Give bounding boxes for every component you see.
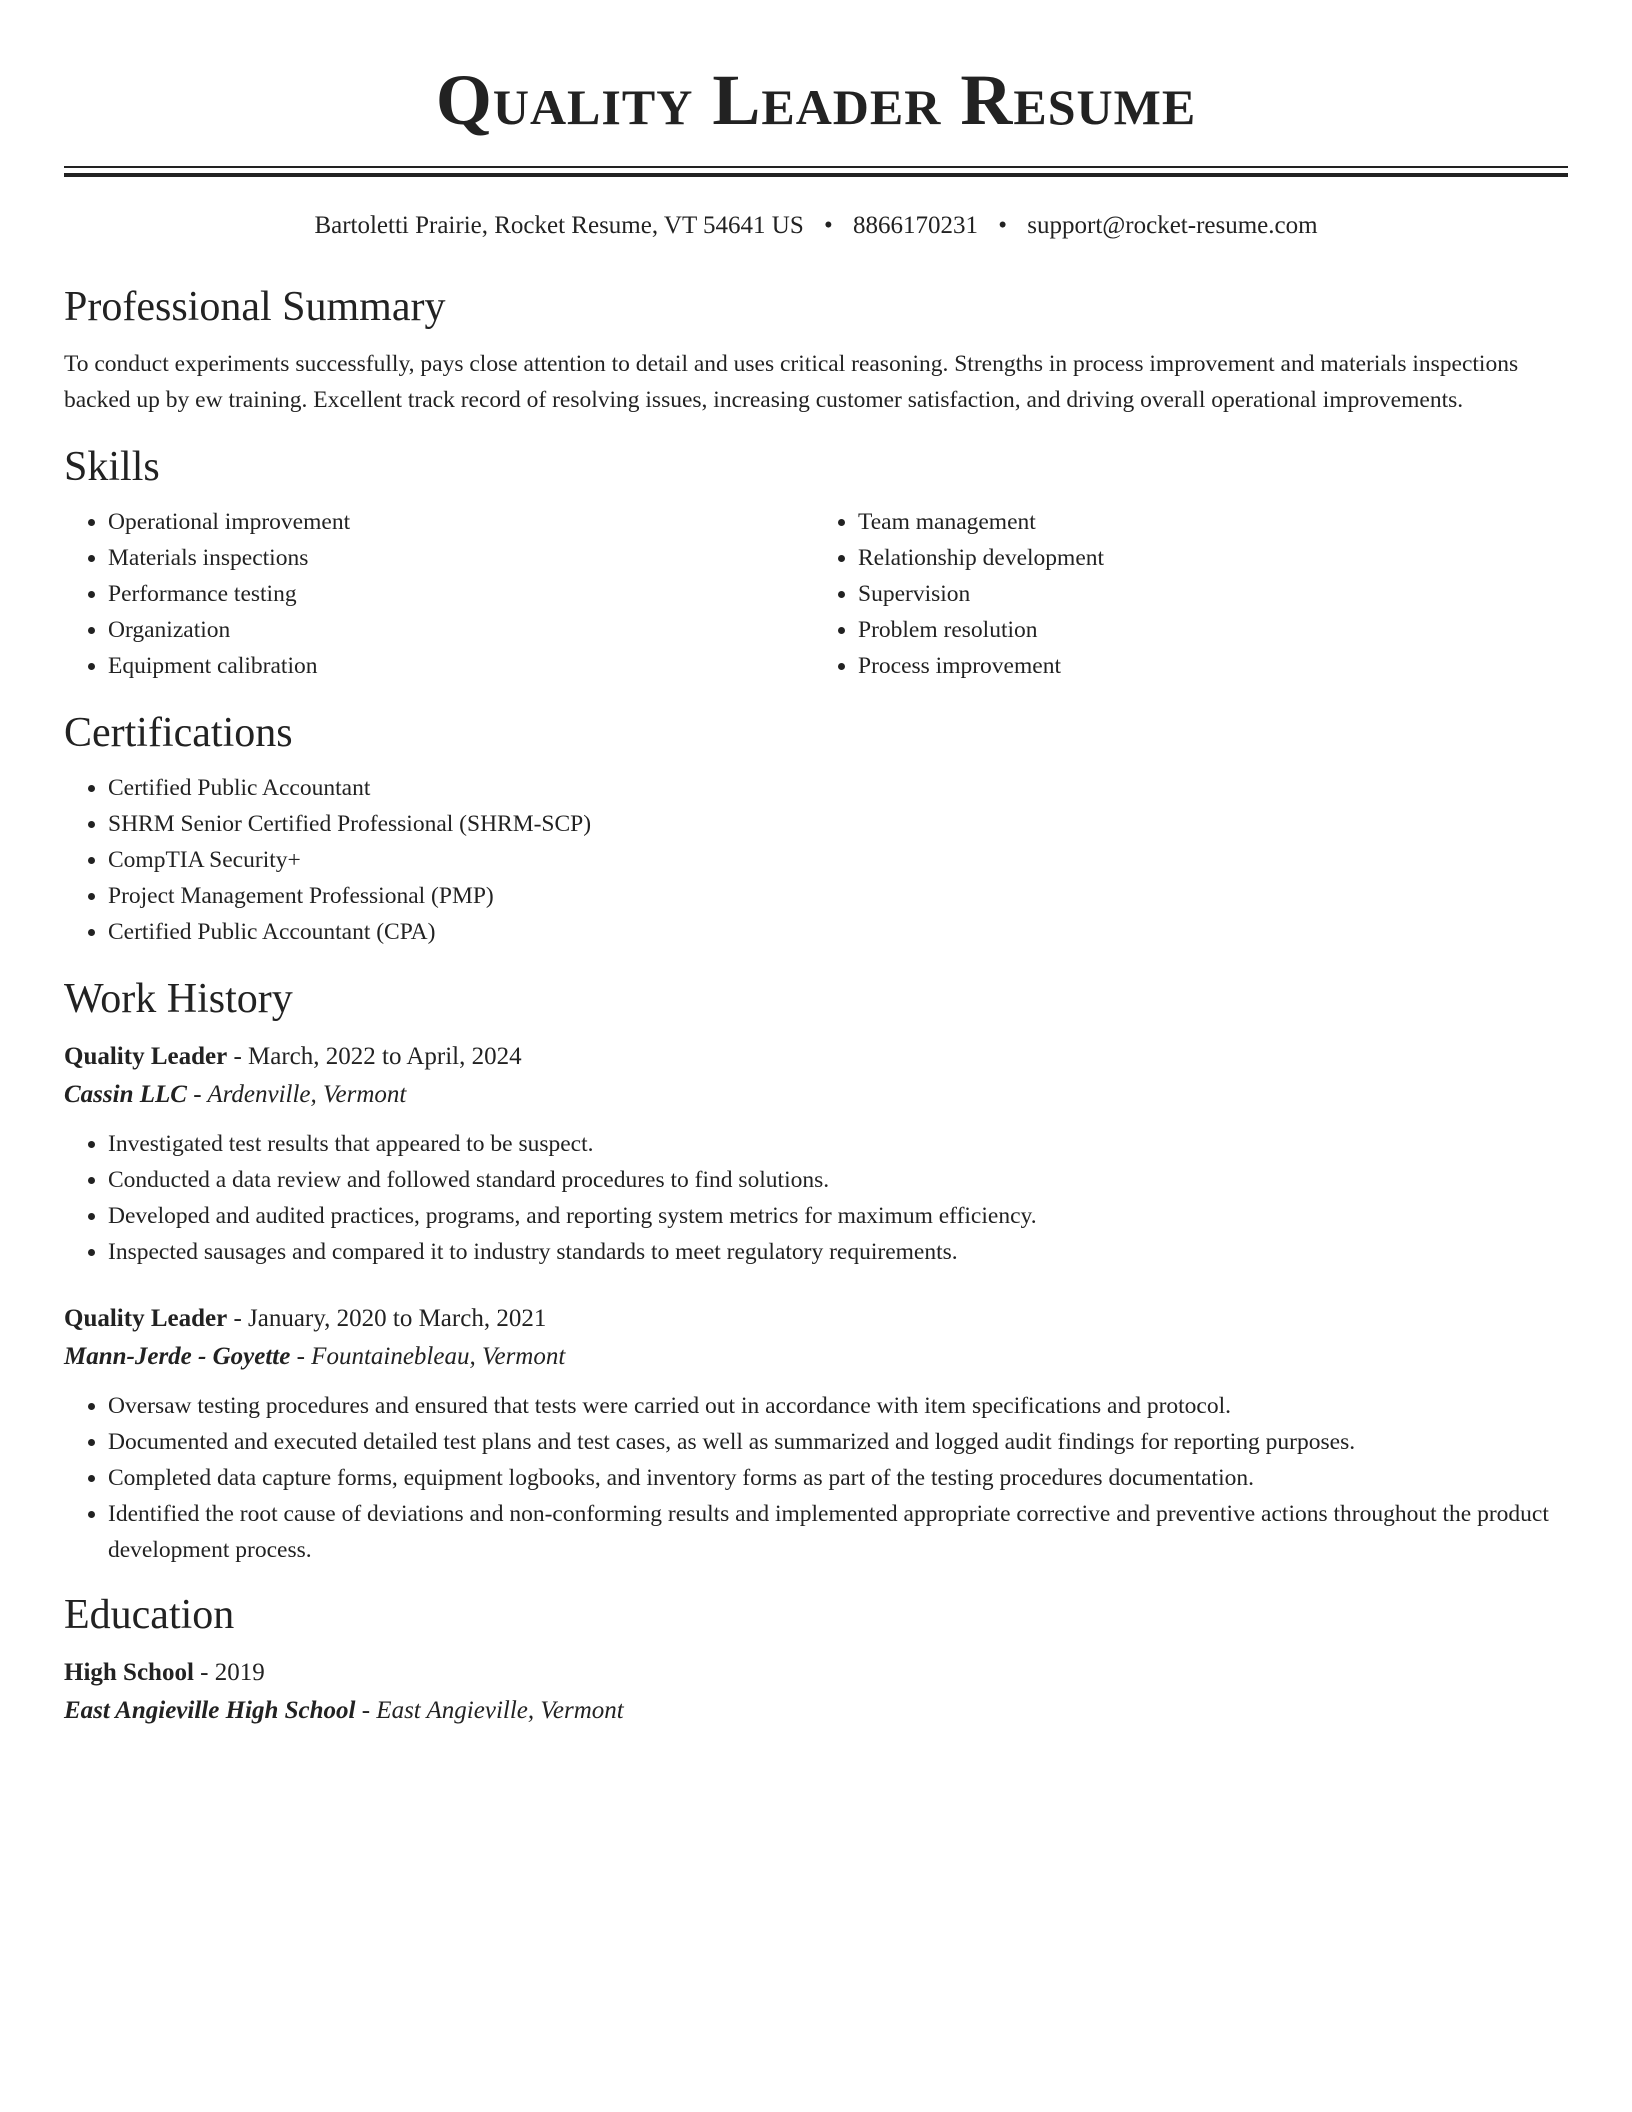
employer-name: Mann-Jerde - Goyette [64, 1343, 291, 1370]
title-divider [64, 166, 1568, 177]
certification-item: • SHRM Senior Certified Professional (SHRM-SCP) [108, 806, 1568, 842]
certification-item: • CompTIA Security+ [108, 842, 1568, 878]
skill-item: • Materials inspections [108, 540, 818, 576]
job-dates: - March, 2022 to April, 2024 [227, 1043, 522, 1070]
job-dates: - January, 2020 to March, 2021 [227, 1305, 547, 1332]
skill-item: • Operational improvement [108, 504, 818, 540]
job-title-line [64, 1038, 1568, 1076]
education-heading: Education [64, 1592, 235, 1638]
skill-item: • Relationship development [858, 540, 1568, 576]
education-entry [64, 1654, 1568, 1730]
skill-item: • Problem resolution [858, 612, 1568, 648]
skills-list [64, 504, 1568, 684]
skill-item: • Supervision [858, 576, 1568, 612]
skills-heading: Skills [64, 444, 160, 490]
certification-item: • Certified Public Accountant [108, 770, 1568, 806]
contact-line [64, 210, 1568, 242]
employer-line [64, 1076, 1568, 1114]
school-location: - East Angieville, Vermont [355, 1697, 624, 1724]
graduation-year: - 2019 [193, 1659, 265, 1686]
school-name: East Angieville High School [64, 1697, 356, 1724]
summary-heading: Professional Summary [64, 284, 446, 330]
responsibility-item: • Conducted a data review and followed standard procedures to find solutions. [108, 1162, 1568, 1198]
job-responsibilities [64, 1126, 1568, 1270]
page-title: Quality Leader Resume [435, 60, 1197, 140]
job-entry [64, 1038, 1568, 1270]
job-title: Quality Leader [64, 1305, 228, 1332]
responsibility-item: • Investigated test results that appeared to be suspect. [108, 1126, 1568, 1162]
skill-item: • Equipment calibration [108, 648, 818, 684]
school-line [64, 1692, 1568, 1730]
work-history-heading: Work History [64, 976, 293, 1022]
responsibility-item: • Oversaw testing procedures and ensured that tests were carried out in accordance with item specifications and protocol. [108, 1388, 1568, 1424]
separator-dot: • [823, 212, 833, 239]
contact-address: Bartoletti Prairie, Rocket Resume, VT 54641 US [314, 212, 804, 239]
skills-column-right [818, 504, 1568, 684]
certifications-heading: Certifications [64, 710, 293, 756]
certification-item: • Project Management Professional (PMP) [108, 878, 1568, 914]
employer-location: - Fountainebleau, Vermont [290, 1343, 566, 1370]
employer-name: Cassin LLC [64, 1081, 187, 1108]
contact-email: support@rocket-resume.com [1027, 212, 1318, 239]
contact-phone: 8866170231 [853, 212, 978, 239]
employer-line [64, 1338, 1568, 1376]
job-title-line [64, 1300, 1568, 1338]
responsibility-item: • Identified the root cause of deviations and non-conforming results and implemented appropriate corrective and preventive actions throughout the product development process. [108, 1496, 1568, 1568]
skill-item: • Performance testing [108, 576, 818, 612]
responsibility-item: • Inspected sausages and compared it to industry standards to meet regulatory requirements. [108, 1234, 1568, 1270]
degree-line [64, 1654, 1568, 1692]
job-entry [64, 1300, 1568, 1568]
skill-item: • Organization [108, 612, 818, 648]
employer-location: - Ardenville, Vermont [186, 1081, 407, 1108]
certification-item: • Certified Public Accountant (CPA) [108, 914, 1568, 950]
degree: High School [64, 1659, 194, 1686]
summary-text: To conduct experiments successfully, pays close attention to detail and uses critical reasoning. Strengths in process improvement and materials inspections backed up by ew training. Excellent track record of resolving issues, increasing customer satisfaction, and driving overall operational improvements. [64, 351, 1519, 413]
skill-item: • Process improvement [858, 648, 1568, 684]
responsibility-item: • Developed and audited practices, programs, and reporting system metrics for maximum efficiency. [108, 1198, 1568, 1234]
responsibility-item: • Documented and executed detailed test plans and test cases, as well as summarized and logged audit findings for reporting purposes. [108, 1424, 1568, 1460]
skill-item: • Team management [858, 504, 1568, 540]
certifications-list [64, 770, 1568, 950]
responsibility-item: • Completed data capture forms, equipment logbooks, and inventory forms as part of the testing procedures documentation. [108, 1460, 1568, 1496]
job-title: Quality Leader [64, 1043, 228, 1070]
separator-dot: • [998, 212, 1008, 239]
job-responsibilities [64, 1388, 1568, 1568]
skills-column-left [64, 504, 818, 684]
